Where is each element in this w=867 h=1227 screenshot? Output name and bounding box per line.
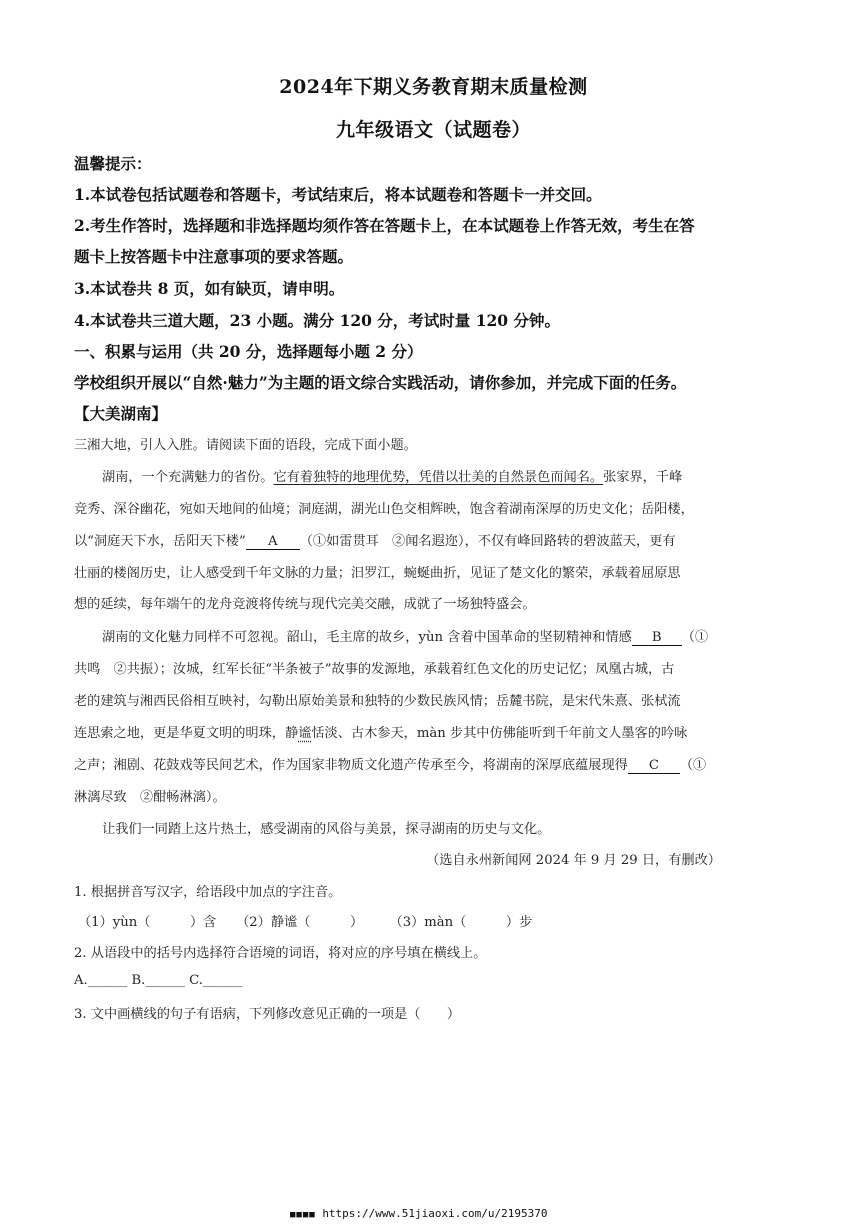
underlined-sentence: 它有着独特的地理优势，凭借以壮美的自然景色而闻名。 [273,470,604,485]
passage-text: （①如雷贯耳 ②闻名遐迩），不仅有峰回路转的碧波蓝天，更有 [299,534,676,549]
section-heading: 一、积累与运用（共 20 分，选择题每小题 2 分） [74,342,423,361]
passage-p1-line5: 想的延续，每年端午的龙舟竞渡将传统与现代完美交融，成就了一场独特盛会。 [74,597,536,612]
passage-p2-line2: 共鸣 ②共振）；汝城，红军长征“半条被子”故事的发源地，承载着红色文化的历史记忆；凤凰古城，古 [74,662,675,677]
section-subheading: 【大美湖南】 [74,404,168,423]
passage-text: 湖南的文化魅力同样不可忽视。韶山，毛主席的故乡，yùn 含着中国革命的坚韧精神和情感 [102,630,632,645]
tips-heading: 温馨提示： [74,154,152,173]
dotted-char: 谧 [298,726,312,741]
footer-url[interactable]: https://www.51jiaoxi.com/u/2195370 [322,1207,548,1220]
section-intro: 学校组织开展以“自然·魅力”为主题的语文综合实践活动，请你参加，并完成下面的任务。 [74,373,687,392]
question-1-options: （1）yùn（ ）含 （2）静谧（ ） （3）màn（ ）步 [78,915,533,930]
question-1: 1. 根据拼音写汉字，给语段中加点的字注音。 [74,885,342,900]
blank-a: A [246,535,300,550]
passage-p1-line4: 壮丽的楼阁历史，让人感受到千年文脉的力量；汨罗江，蜿蜒曲折，见证了楚文化的繁荣，承载着屈原思 [74,566,681,581]
passage-text: 以“洞庭天下水，岳阳天下楼” [74,534,246,549]
footer-watermark [290,1207,547,1220]
passage-text: （① [681,630,709,645]
passage-p1-line2: 竞秀、深谷幽花，宛如天地间的仙境；洞庭湖，湖光山色交相辉映，饱含着湖南深厚的历史文化；岳阳楼， [74,502,694,517]
passage-text: 之声；湘剧、花鼓戏等民间艺术，作为国家非物质文化遗产传承至今，将湖南的深厚底蕴展现得 [74,758,628,773]
passage-p2-line3: 老的建筑与湘西民俗相互映衬，勾勒出原始美景和独特的少数民族风情；岳麓书院，是宋代朱熹、张栻流 [74,694,681,709]
passage-text: 湖南，一个充满魅力的省份。 [102,470,274,485]
passage-p2-line1 [102,626,708,646]
blank-b: B [632,631,682,646]
passage-p1-line3 [74,530,676,550]
tip-2b: 题卡上按答题卡中注意事项的要求答题。 [74,247,354,266]
question-3: 3. 文中画横线的句子有语病，下列修改意见正确的一项是（ ） [74,1007,461,1022]
passage-p2-line4 [74,722,687,741]
footer-dots: ■■■■ [290,1210,316,1220]
passage-text: 张家界，千峰 [603,470,683,485]
passage-p2-line5 [74,754,706,774]
tip-3: 3.本试卷共 8 页，如有缺页，请申明。 [74,279,345,298]
tip-4: 4.本试卷共三道大题，23 小题。满分 120 分，考试时量 120 分钟。 [74,311,560,330]
blank-c: C [628,759,680,774]
tip-2a: 2.考生作答时，选择题和非选择题均须作答在答题卡上，在本试题卷上作答无效，考生在答 [74,216,695,235]
question-2: 2. 从语段中的括号内选择符合语境的词语，将对应的序号填在横线上。 [74,946,487,961]
exam-title: 2024年下期义务教育期末质量检测 [279,76,588,98]
exam-subtitle: 九年级语文（试题卷） [335,119,531,141]
passage-source: （选自永州新闻网 2024 年 9 月 29 日，有删改） [426,853,721,868]
passage-text: 恬淡、古木参天，màn 步其中仿佛能听到千年前文人墨客的吟咏 [311,726,688,741]
question-2-blanks: A.______ B.______ C.______ [74,973,243,988]
section-lead: 三湘大地，引人入胜。请阅读下面的语段，完成下面小题。 [74,438,417,453]
passage-p1-line1 [102,466,682,485]
passage-p3: 让我们一同踏上这片热土，感受湖南的风俗与美景，探寻湖南的历史与文化。 [102,822,551,837]
passage-p2-line6: 淋漓尽致 ②酣畅淋漓）。 [74,790,226,805]
passage-text: 连思索之地，更是华夏文明的明珠，静 [74,726,299,741]
passage-text: （① [679,758,707,773]
tip-1: 1.本试卷包括试题卷和答题卡，考试结束后，将本试题卷和答题卡一并交回。 [74,185,602,204]
